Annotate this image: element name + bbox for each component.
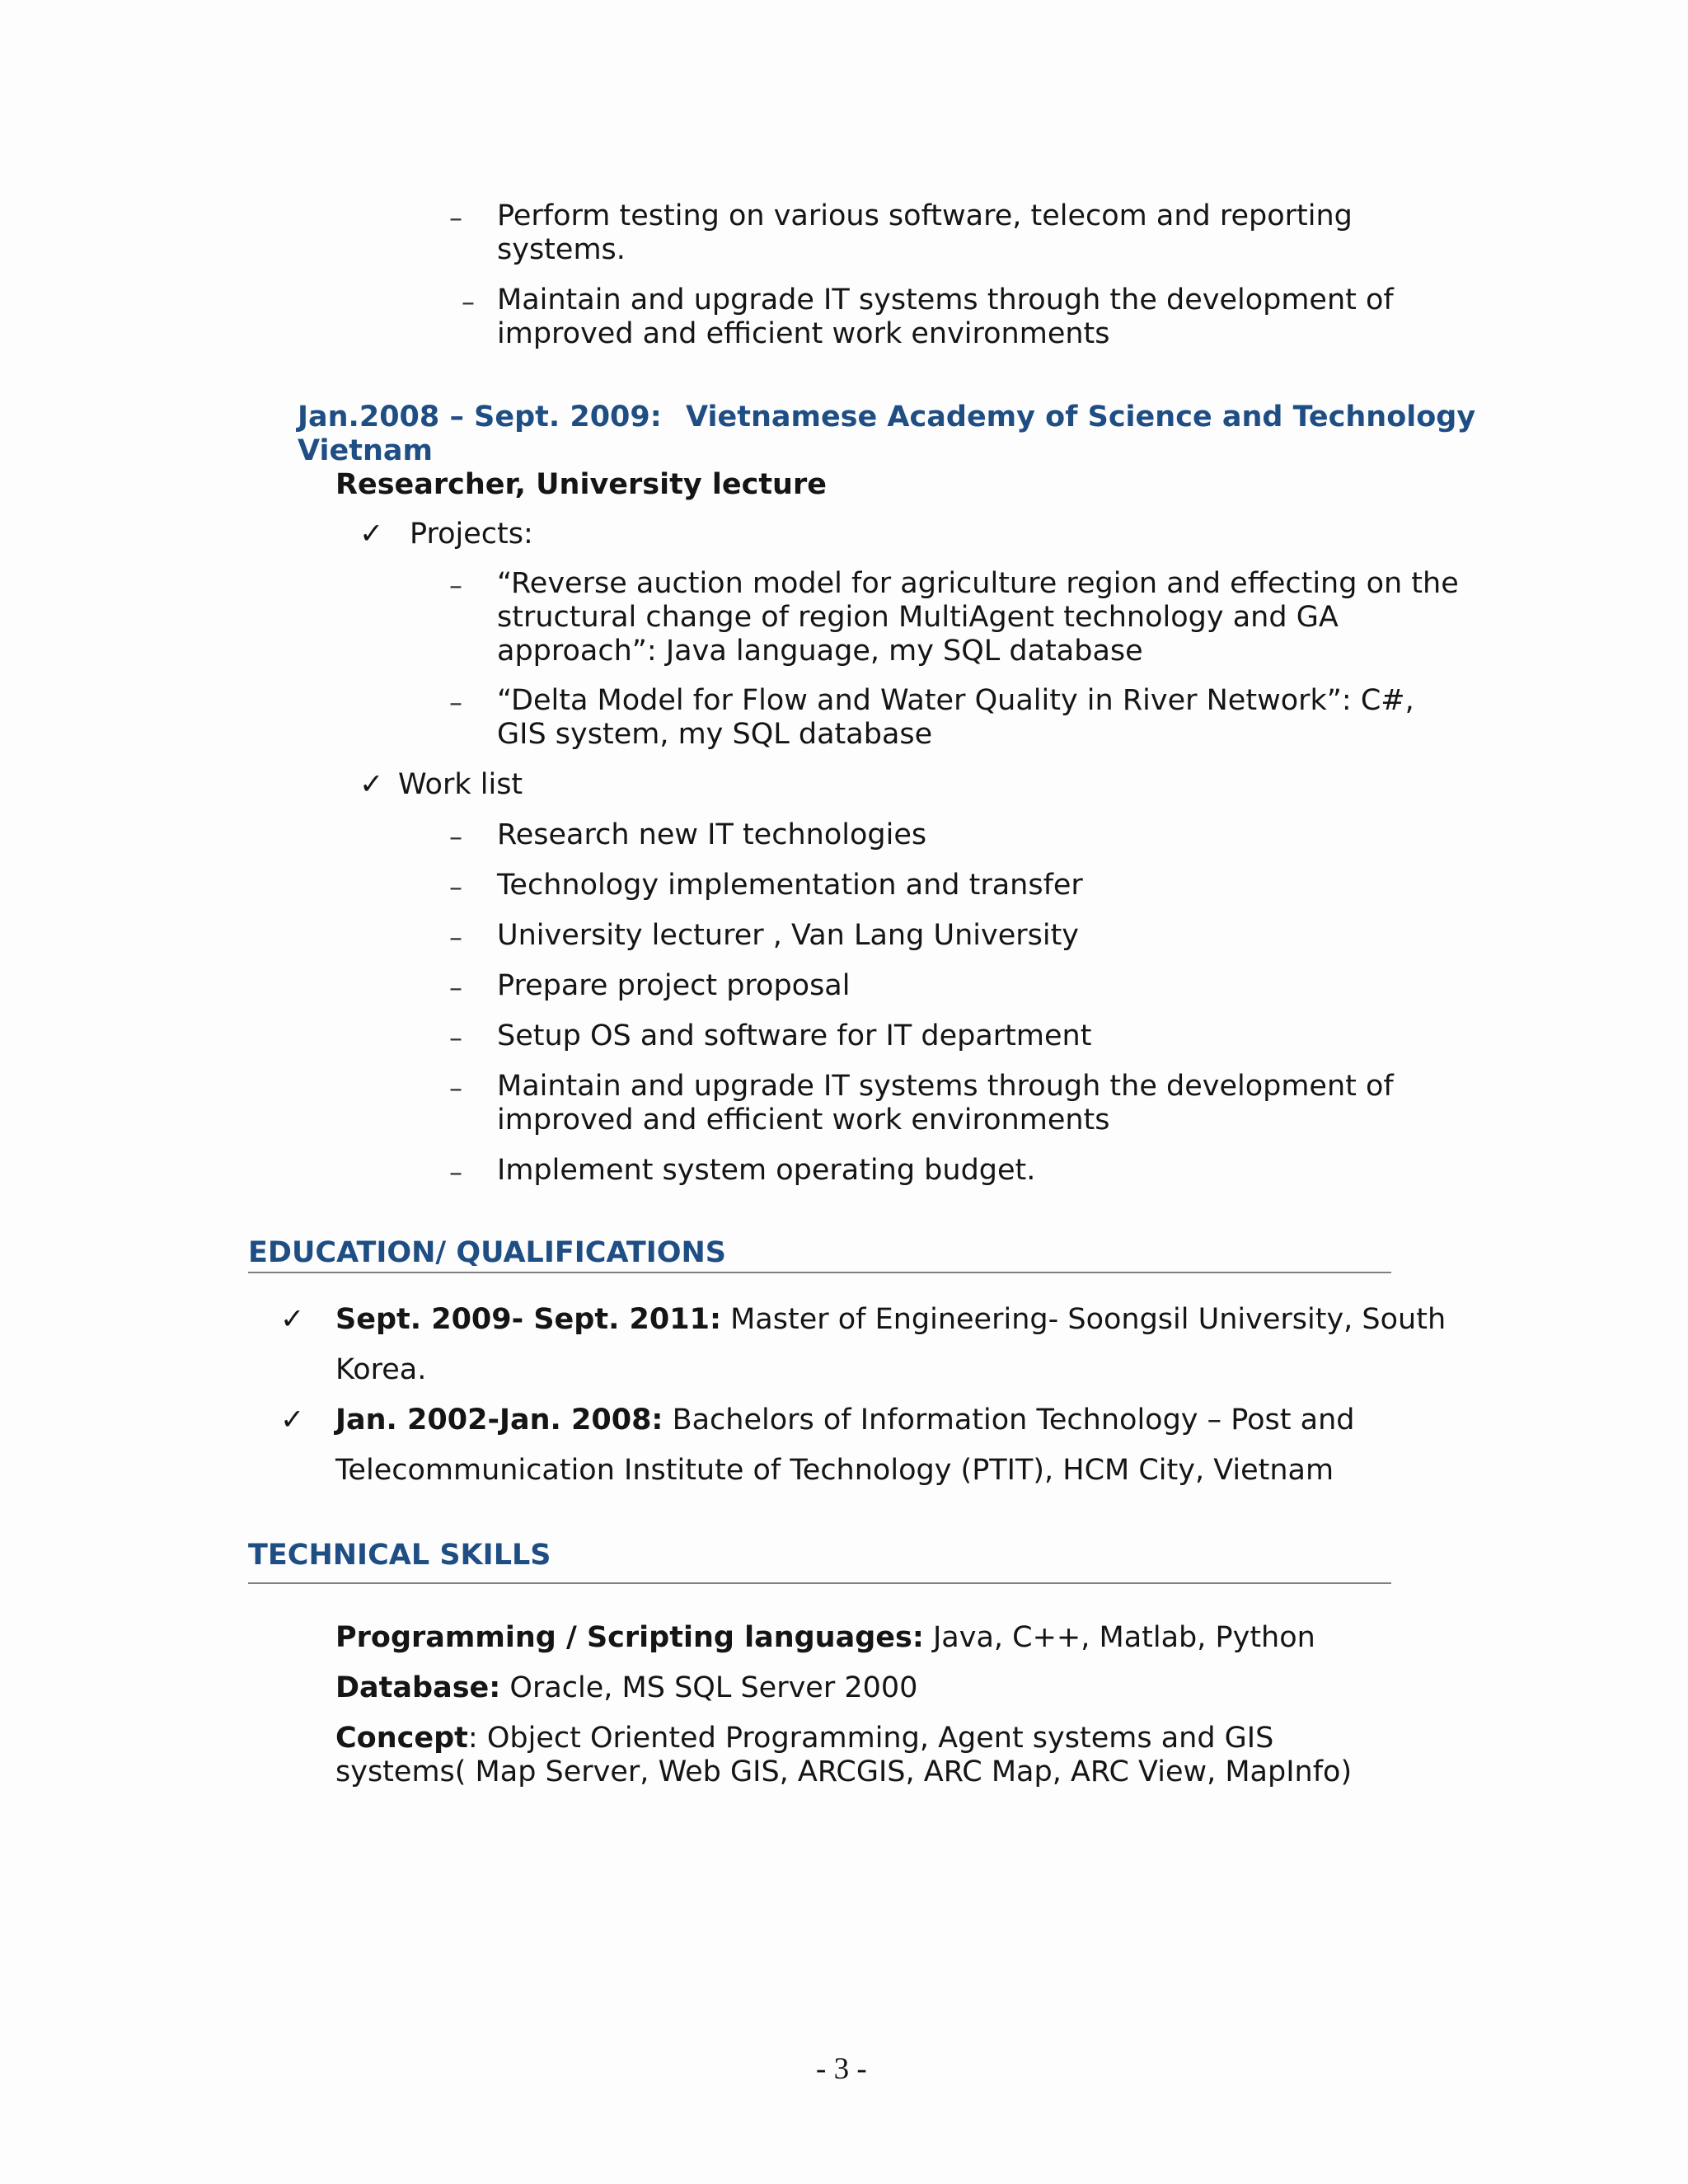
- section-divider: [248, 1582, 1391, 1584]
- work-item: Setup OS and software for IT department: [497, 1019, 1092, 1052]
- project-text: GIS system, my SQL database: [497, 718, 933, 751]
- dash-bullet: –: [449, 972, 462, 1003]
- skill-database: [335, 1671, 917, 1705]
- bullet-text: Perform testing on various software, telecom and reporting: [497, 199, 1353, 232]
- page-number: - 3 -: [816, 2052, 867, 2086]
- checkmark-icon: ✓: [359, 768, 384, 801]
- dash-bullet: –: [449, 1072, 462, 1104]
- education-entry: [335, 1303, 1446, 1337]
- bullet-text: improved and efficient work environments: [497, 317, 1110, 350]
- bullet-text: Maintain and upgrade IT systems through the development of: [497, 284, 1394, 316]
- work-item: University lecturer , Van Lang University: [497, 919, 1080, 952]
- section-divider: [248, 1272, 1391, 1273]
- skills-heading: TECHNICAL SKILLS: [248, 1539, 551, 1572]
- dash-bullet: –: [449, 687, 462, 718]
- work-item: Technology implementation and transfer: [497, 869, 1083, 902]
- dash-bullet: –: [449, 1022, 462, 1053]
- projects-label: Projects:: [410, 518, 533, 551]
- education-degree-continued: Telecommunication Institute of Technology (PTIT), HCM City, Vietnam: [335, 1454, 1334, 1487]
- education-date: Sept. 2009- Sept. 2011:: [335, 1303, 721, 1336]
- project-text: approach”: Java language, my SQL database: [497, 635, 1143, 668]
- education-entry: [335, 1404, 1354, 1437]
- skill-value: Java, C++, Matlab, Python: [923, 1621, 1315, 1654]
- work-item: Prepare project proposal: [497, 969, 851, 1002]
- project-text: structural change of region MultiAgent technology and GA: [497, 601, 1339, 634]
- bullet-text: systems.: [497, 233, 626, 266]
- checkmark-icon: ✓: [280, 1303, 305, 1336]
- dash-bullet: –: [449, 821, 462, 852]
- skill-label: Programming / Scripting languages:: [335, 1621, 924, 1654]
- skill-concept: [335, 1722, 1273, 1755]
- work-item: Research new IT technologies: [497, 818, 927, 851]
- work-list-label: Work list: [398, 768, 523, 801]
- dash-bullet: –: [462, 286, 475, 317]
- work-item: Implement system operating budget.: [497, 1154, 1036, 1187]
- job-period: Jan.2008 – Sept. 2009:: [298, 401, 662, 434]
- skill-value: : Object Oriented Programming, Agent systems and GIS: [467, 1722, 1274, 1755]
- skill-programming: [335, 1621, 1315, 1655]
- dash-bullet: –: [449, 921, 462, 953]
- skill-label: Database:: [335, 1671, 501, 1704]
- checkmark-icon: ✓: [280, 1404, 305, 1436]
- job-role: Researcher, University lecture: [335, 468, 827, 501]
- skill-concept-continued: systems( Map Server, Web GIS, ARCGIS, ARC Map, ARC View, MapInfo): [335, 1755, 1353, 1788]
- job-organization: Vietnamese Academy of Science and Technology: [686, 401, 1476, 434]
- dash-bullet: –: [449, 202, 462, 233]
- dash-bullet: –: [449, 569, 462, 601]
- skill-value: Oracle, MS SQL Server 2000: [500, 1671, 918, 1704]
- education-degree-continued: Korea.: [335, 1353, 427, 1386]
- skill-label: Concept: [335, 1722, 468, 1755]
- project-text: “Reverse auction model for agriculture region and effecting on the: [497, 567, 1459, 600]
- work-item: Maintain and upgrade IT systems through the development of: [497, 1070, 1394, 1103]
- education-degree: Bachelors of Information Technology – Post and: [663, 1404, 1355, 1436]
- dash-bullet: –: [449, 1156, 462, 1188]
- project-text: “Delta Model for Flow and Water Quality in River Network”: C#,: [497, 684, 1414, 717]
- checkmark-icon: ✓: [359, 518, 384, 551]
- education-degree: Master of Engineering- Soongsil University, South: [720, 1303, 1447, 1336]
- education-heading: EDUCATION/ QUALIFICATIONS: [248, 1236, 726, 1269]
- dash-bullet: –: [449, 871, 462, 902]
- work-item: improved and efficient work environments: [497, 1104, 1110, 1137]
- job-country: Vietnam: [298, 434, 433, 467]
- education-date: Jan. 2002-Jan. 2008:: [335, 1404, 663, 1436]
